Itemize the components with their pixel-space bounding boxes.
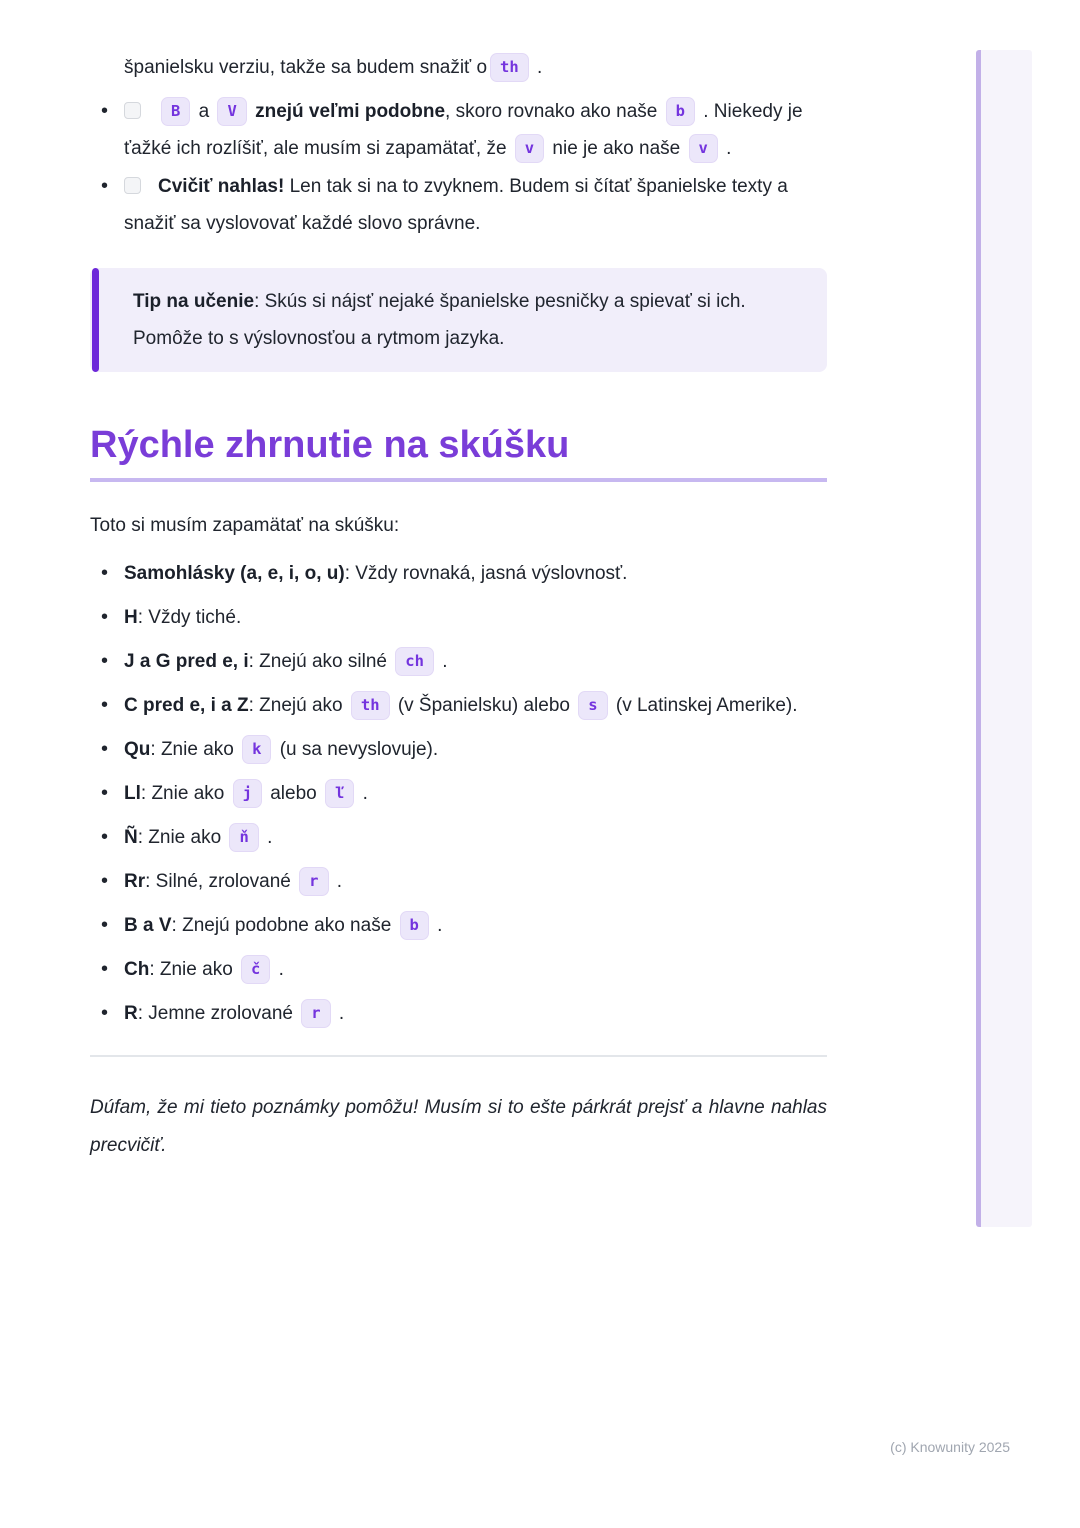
side-panel	[976, 50, 1032, 1227]
list-item	[90, 555, 827, 592]
bullet-marker: •	[101, 562, 109, 584]
list-item-text	[124, 651, 447, 672]
list-item	[90, 951, 827, 988]
bold-text: Ll	[124, 783, 141, 804]
list-item-text	[124, 695, 798, 716]
bullet-marker: •	[101, 914, 109, 936]
checkbox[interactable]	[124, 177, 141, 194]
text-run: : Znejú podobne ako naše	[171, 915, 397, 936]
bold-text: R	[124, 1003, 138, 1024]
checklist-item	[90, 93, 827, 167]
text-run: .	[357, 783, 368, 804]
list-item-text	[124, 959, 284, 980]
bullet-marker: •	[101, 826, 109, 848]
inline-code-badge: b	[666, 97, 695, 126]
list-item	[90, 995, 827, 1032]
bold-text: Qu	[124, 739, 151, 760]
inline-code-badge: B	[161, 97, 190, 126]
list-item	[90, 599, 827, 636]
text-run: .	[531, 57, 543, 78]
bullet-marker: •	[101, 870, 109, 892]
bullet-marker: •	[101, 782, 109, 804]
text-run: .	[261, 827, 273, 848]
bullet-marker: •	[101, 694, 109, 716]
bold-text: Samohlásky (a, e, i, o, u)	[124, 563, 345, 584]
text-run: : Znie ako	[140, 783, 230, 804]
footer-credit: (c) Knowunity 2025	[890, 1439, 1010, 1455]
intro-continuation-text	[90, 49, 827, 86]
bullet-marker: •	[101, 650, 109, 672]
tip-accent-bar	[92, 268, 99, 372]
summary-list	[90, 555, 827, 1032]
checklist-item-text	[124, 176, 788, 234]
text-run: (u sa nevyslovuje).	[274, 739, 439, 760]
text-run: : Vždy rovnaká, jasná výslovnosť.	[344, 563, 628, 584]
list-item	[90, 819, 827, 856]
text-run: : Silné, zrolované	[145, 871, 297, 892]
inline-code-badge: r	[301, 999, 330, 1028]
inline-code-badge: j	[233, 779, 262, 808]
bold-text: J a G pred e, i	[124, 651, 249, 672]
section-divider	[90, 1055, 827, 1057]
closing-note: Dúfam, že mi tieto poznámky pomôžu! Musím si to ešte párkrát prejsť a hlavne nahlas precvičiť.	[90, 1097, 827, 1156]
inline-code-badge: V	[217, 97, 246, 126]
inline-code-badge: b	[400, 911, 429, 940]
list-item-text	[124, 915, 442, 936]
text-run: (v Španielsku) alebo	[392, 695, 576, 716]
summary-intro-text: Toto si musím zapamätať na skúšku:	[90, 515, 400, 536]
inline-code-badge: th	[351, 691, 390, 720]
inline-code-badge: r	[299, 867, 328, 896]
tip-callout	[90, 268, 827, 372]
list-item	[90, 687, 827, 724]
inline-code-badge: ľ	[325, 779, 354, 808]
text-run: : Znie ako	[149, 959, 239, 980]
bold-text: C pred e, i a Z	[124, 695, 249, 716]
checkbox[interactable]	[124, 102, 141, 119]
bullet-marker: •	[101, 606, 109, 628]
text-run: : Znie ako	[137, 827, 227, 848]
list-item-text	[124, 827, 272, 848]
text-run: : Znie ako	[150, 739, 240, 760]
bold-text: Ch	[124, 959, 150, 980]
content-column	[90, 0, 827, 1165]
section-heading: Rýchle zhrnutie na skúšku	[90, 422, 827, 482]
text-run: .	[436, 651, 448, 672]
list-item-text	[124, 563, 627, 584]
inline-code-badge: v	[689, 134, 718, 163]
inline-code-badge: ň	[229, 823, 258, 852]
inline-code-badge: ch	[395, 647, 434, 676]
text-run: : Jemne zrolované	[137, 1003, 299, 1024]
bullet-marker: •	[101, 958, 109, 980]
list-item-text	[124, 607, 241, 628]
text-run: , skoro rovnako ako naše	[445, 101, 663, 122]
bold-text: Cvičiť nahlas!	[158, 176, 285, 197]
list-item-text	[124, 871, 342, 892]
text-run: španielsku verziu, takže sa budem snažiť o	[124, 57, 488, 78]
bullet-marker: •	[101, 175, 109, 197]
inline-code-badge: th	[490, 53, 529, 82]
text-run: a	[193, 101, 215, 122]
list-item	[90, 643, 827, 680]
checklist-item	[90, 168, 827, 242]
bullet-marker: •	[101, 100, 109, 122]
list-item-text	[124, 783, 368, 804]
inline-code-badge: v	[515, 134, 544, 163]
text-run: nie je ako naše	[547, 138, 686, 159]
inline-code-badge: s	[578, 691, 607, 720]
text-run: .	[273, 959, 284, 980]
text-run: : Znejú ako silné	[248, 651, 393, 672]
bold-text: Rr	[124, 871, 146, 892]
text-run: : Skús si nájsť nejaké španielske pesničky a spievať si ich. Pomôže to s výslovnosťou a rytmom jazyka.	[133, 291, 746, 349]
bold-text: znejú veľmi podobne	[255, 101, 446, 122]
list-item	[90, 907, 827, 944]
bullet-marker: •	[101, 1002, 109, 1024]
list-item	[90, 775, 827, 812]
text-run: Len tak si na to zvyknem. Budem si čítať španielske texty a snažiť sa vyslovovať každé slovo správne.	[124, 176, 788, 234]
text-run: (v Latinskej Amerike).	[610, 695, 798, 716]
inline-code-badge: č	[241, 955, 270, 984]
list-item	[90, 731, 827, 768]
text-run: .	[331, 871, 343, 892]
bullet-marker: •	[101, 738, 109, 760]
text-run: alebo	[264, 783, 322, 804]
text-run: .	[333, 1003, 345, 1024]
text-run: : Vždy tiché.	[137, 607, 242, 628]
list-item-text	[124, 1003, 344, 1024]
checklist-item-text	[124, 101, 803, 159]
bold-text: Tip na učenie	[133, 291, 255, 312]
text-run: .	[431, 915, 443, 936]
bold-text: Ñ	[124, 827, 138, 848]
list-item	[90, 863, 827, 900]
list-item-text	[124, 739, 438, 760]
pronunciation-checklist	[90, 93, 827, 242]
bold-text: B a V	[124, 915, 172, 936]
text-run: . Niekedy je ťažké ich rozlíšiť, ale musím si zapamätať, že	[124, 101, 803, 159]
tip-text	[133, 283, 803, 357]
text-run: .	[720, 138, 732, 159]
inline-code-badge: k	[242, 735, 271, 764]
bold-text: H	[124, 607, 138, 628]
text-run: : Znejú ako	[248, 695, 348, 716]
